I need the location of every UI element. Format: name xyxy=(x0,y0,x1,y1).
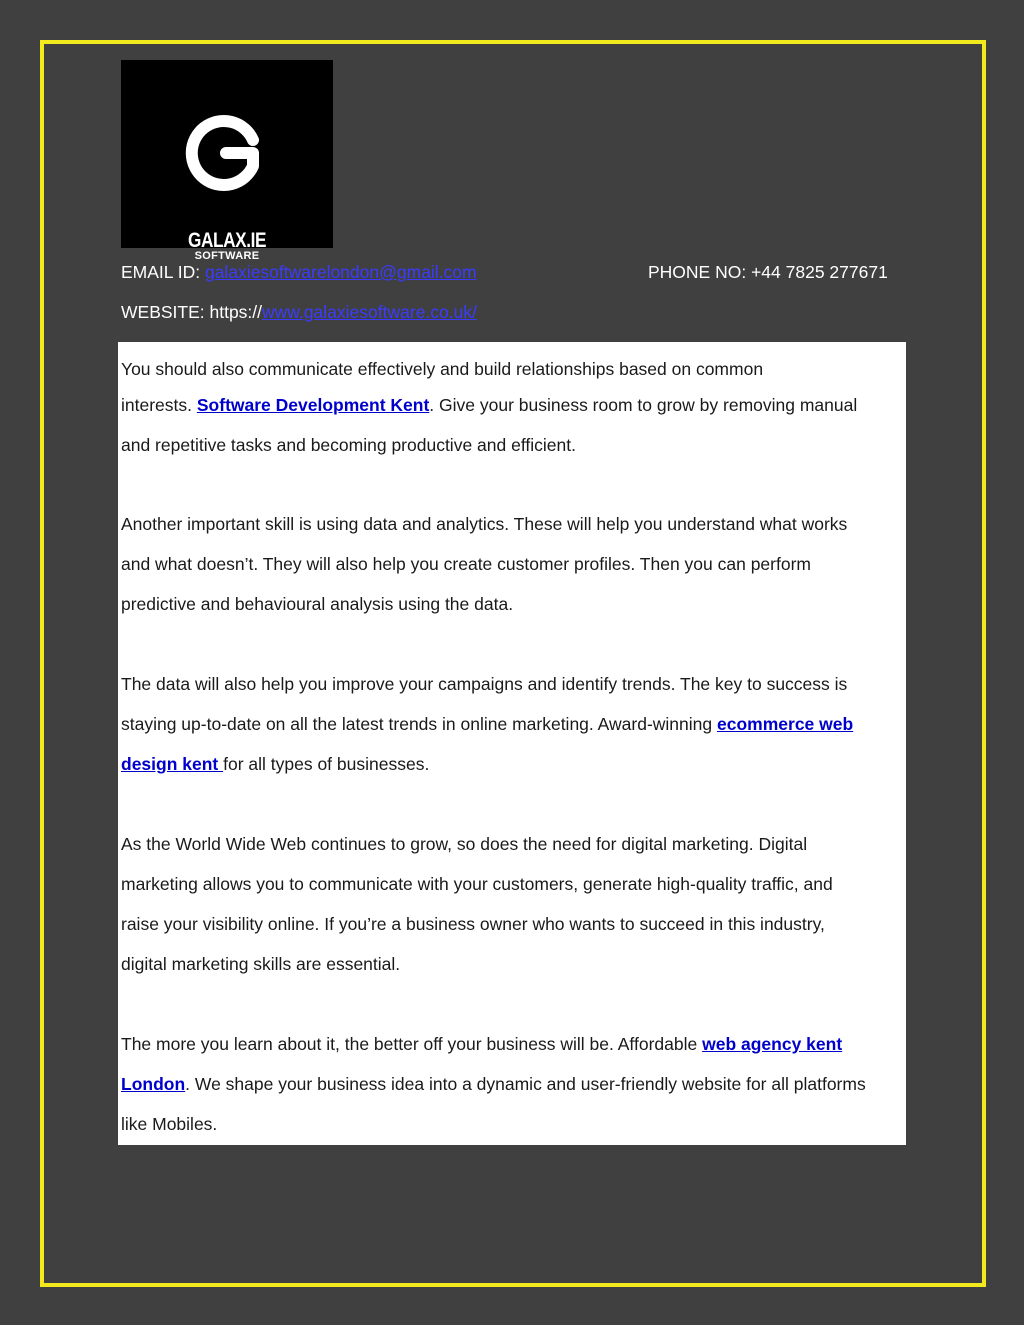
text-line: raise your visibility online. If you’re a business owner who wants to succeed in this industry, xyxy=(121,914,825,934)
ecommerce-web-design-kent-link[interactable]: ecommerce web xyxy=(717,714,854,734)
text-span: for all types of businesses. xyxy=(223,754,430,774)
text-line: digital marketing skills are essential. xyxy=(121,954,401,974)
text-line xyxy=(121,1064,903,1104)
text-line: Another important skill is using data and analytics. These will help you understand what works xyxy=(121,514,848,534)
g-letter-icon xyxy=(121,60,333,248)
text-line: You should also communicate effectively and build relationships based on common xyxy=(121,359,764,379)
email-label: EMAIL ID: xyxy=(121,262,205,282)
text-span: The more you learn about it, the better off your business will be. Affordable xyxy=(121,1034,703,1054)
software-development-kent-link[interactable]: Software Development Kent xyxy=(196,395,430,415)
text-span: . We shape your business idea into a dynamic and user-friendly website for all platforms xyxy=(185,1074,866,1094)
ecommerce-web-design-kent-link-continued[interactable]: design kent xyxy=(121,754,224,774)
email-link[interactable]: galaxiesoftwarelondon@gmail.com xyxy=(204,262,477,282)
text-line: marketing allows you to communicate with your customers, generate high-quality traffic, and xyxy=(121,874,833,894)
company-logo xyxy=(121,60,333,262)
text-line: and repetitive tasks and becoming productive and efficient. xyxy=(121,435,576,455)
email-line xyxy=(121,262,477,283)
text-line xyxy=(121,744,903,784)
text-line: like Mobiles. xyxy=(121,1114,218,1134)
paragraph-3 xyxy=(121,664,903,784)
article-body xyxy=(118,342,906,1145)
paragraph-4 xyxy=(121,824,903,984)
text-line: and what doesn’t. They will also help you create customer profiles. Then you can perform xyxy=(121,554,811,574)
text-line xyxy=(121,704,903,744)
text-span: staying up-to-date on all the latest trends in online marketing. Award-winning xyxy=(121,714,717,734)
website-line xyxy=(121,302,477,323)
logo-subtitle: SOFTWARE xyxy=(194,250,260,262)
web-agency-kent-link-continued[interactable]: London xyxy=(121,1074,186,1094)
paragraph-2 xyxy=(121,504,903,624)
text-line: The data will also help you improve your campaigns and identify trends. The key to success is xyxy=(121,674,848,694)
text-line xyxy=(121,1024,903,1064)
text-line xyxy=(121,385,903,425)
text-line: As the World Wide Web continues to grow, so does the need for digital marketing. Digital xyxy=(121,834,808,854)
paragraph-5 xyxy=(121,1024,903,1144)
text-span: . Give your business room to grow by removing manual xyxy=(429,395,858,415)
web-agency-kent-link[interactable]: web agency kent xyxy=(702,1034,843,1054)
website-link[interactable]: www.galaxiesoftware.co.uk/ xyxy=(262,302,477,322)
logo-name: GALAX.IE xyxy=(187,229,267,252)
website-label: WEBSITE: https:// xyxy=(121,302,263,322)
phone-line: PHONE NO: +44 7825 277671 xyxy=(648,262,888,282)
text-span: interests. xyxy=(121,395,197,415)
paragraph-1 xyxy=(121,349,903,465)
text-line: predictive and behavioural analysis using the data. xyxy=(121,594,514,614)
